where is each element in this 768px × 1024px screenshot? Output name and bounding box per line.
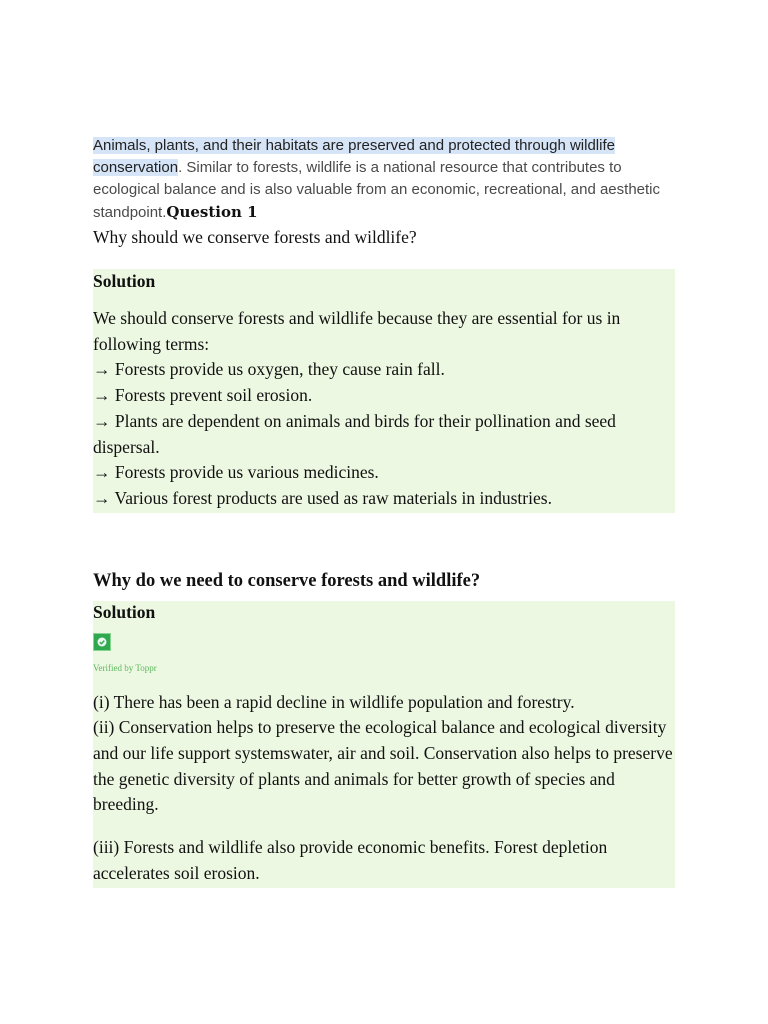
question-2-heading: Why do we need to conserve forests and wildlife?	[93, 570, 481, 591]
intro-text: . Similar to forests, wildlife is a national resource that contributes to ecological balance and is also valuable from an economic, recreational, and aesthetic standpoint.	[93, 159, 661, 221]
solution-box-2	[93, 601, 675, 888]
verified-check-icon	[93, 633, 111, 651]
solution-1-point: → Forests provide us oxygen, they cause rain fall.	[93, 359, 445, 380]
solution-1-point: → Forests prevent soil erosion.	[93, 385, 313, 406]
question-label: Question 1	[166, 203, 258, 221]
solution-2-line: (ii) Conservation helps to preserve the ecological balance and ecological diversity and our life support systemswater, air and soil. Conservation also helps to preserve the genetic diversity of plants and animals for better growth of species and breeding.	[93, 717, 673, 815]
solution-box-1	[93, 269, 675, 513]
solution-title-2: Solution	[93, 601, 156, 622]
document-page	[93, 135, 675, 888]
intro-paragraph	[93, 135, 675, 224]
solution-2-para: (iii) Forests and wildlife also provide economic benefits. Forest depletion accelerates soil erosion.	[93, 837, 608, 883]
solution-2-line: (i) There has been a rapid decline in wildlife population and forestry.	[93, 691, 575, 712]
check-icon	[97, 637, 107, 647]
highlighted-text: Animals, plants, and their habitats are preserved and protected through wildlife conservation	[93, 137, 615, 176]
solution-1-point: → Forests provide us various medicines.	[93, 462, 379, 483]
question-1: Why should we conserve forests and wildlife?	[93, 227, 417, 247]
verified-by-text: Verified by Toppr	[93, 662, 157, 673]
solution-1-point: → Various forest products are used as raw materials in industries.	[93, 487, 552, 508]
solution-1-point: → Plants are dependent on animals and birds for their pollination and seed dispersal.	[93, 410, 616, 457]
solution-1-intro: We should conserve forests and wildlife because they are essential for us in following terms:	[93, 308, 621, 354]
solution-title-1: Solution	[93, 271, 156, 291]
verified-icon-wrap	[93, 633, 675, 651]
